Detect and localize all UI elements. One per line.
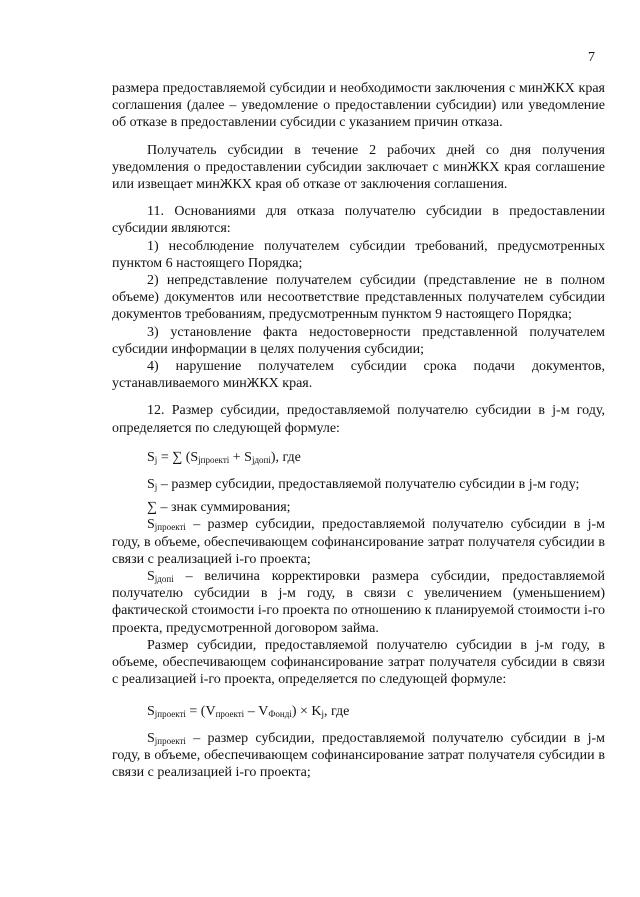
- paragraph: Получатель субсидии в течение 2 рабочих дней со дня получения уведомления о предоставлении субсидии заключает с минЖКХ края соглашение или извещает минЖКХ края об отказе от заключения соглашения.: [112, 142, 605, 193]
- definition: $S_{jпроекті}$ – размер субсидии, предоставляемой получателю субсидии в j-м году, в объеме, обеспечивающем софинансирование затрат получателя субсидии в связи с реализацией i-го проекта;: [112, 730, 605, 781]
- paragraph: размера предоставляемой субсидии и необходимости заключения с минЖКХ края соглашения (далее – уведомление о предоставлении субсидии) или уведомление об отказе в предоставлении субсидии с указанием причин отказа.: [112, 81, 605, 131]
- paragraph: 11. Основаниями для отказа получателю субсидии в предоставлении субсидии являются:: [112, 204, 605, 237]
- formula-subsidy-total: $S_j$ = ∑ $(S_{jпроекті} + S_{jдопі})$, где: [147, 449, 301, 465]
- list-item: 1) несоблюдение получателем субсидии требований, предусмотренных пунктом 6 настоящего Порядка;: [112, 238, 605, 271]
- document-body: [112, 80, 605, 781]
- page-number: 7: [588, 50, 595, 65]
- list-item: 3) установление факта недостоверности представленной получателем субсидии информации в целях получения субсидии;: [112, 324, 605, 357]
- list-item: 4) нарушение получателем субсидии срока подачи документов, устанавливаемого минЖКХ края.: [112, 359, 605, 392]
- definition: ∑ – знак суммирования;: [147, 500, 291, 516]
- formula-subsidy-project: $S_{jпроекті} = (V_{проекті} - V_{Фондi}) \times K_j$, где: [147, 703, 350, 719]
- paragraph: Размер субсидии, предоставляемой получателю субсидии в j-м году, в объеме, обеспечивающем софинансирование затрат получателя субсидии в связи с реализацией i-го проекта, определяется по следующей формуле:: [112, 637, 605, 688]
- paragraph: 12. Размер субсидии, предоставляемой получателю субсидии в j-м году, определяется по следующей формуле:: [112, 403, 605, 436]
- definition: $S_j$ – размер субсидии, предоставляемой получателю субсидии в j-м году;: [147, 477, 580, 493]
- definition: $S_{jпроекті}$ – размер субсидии, предоставляемой получателю субсидии в j-м году, в объеме, обеспечивающем софинансирование затрат получателя субсидии в связи с реализацией i-го проекта;: [112, 517, 605, 567]
- list-item: 2) непредставление получателем субсидии (представление не в полном объеме) документов или несоответствие представленных получателем субсидии документов требованиям, предусмотренным пунктом 9 настоящего Порядка;: [112, 273, 605, 323]
- definition: $S_{jдопі}$ – величина корректировки размера субсидии, предоставляемой получателю субсидии в j-м году, в связи с увеличением (уменьшением) фактической стоимости i-го проекта по отношению к планируемой стоимости i-го проекта, предусмотренной договором займа.: [112, 569, 605, 636]
